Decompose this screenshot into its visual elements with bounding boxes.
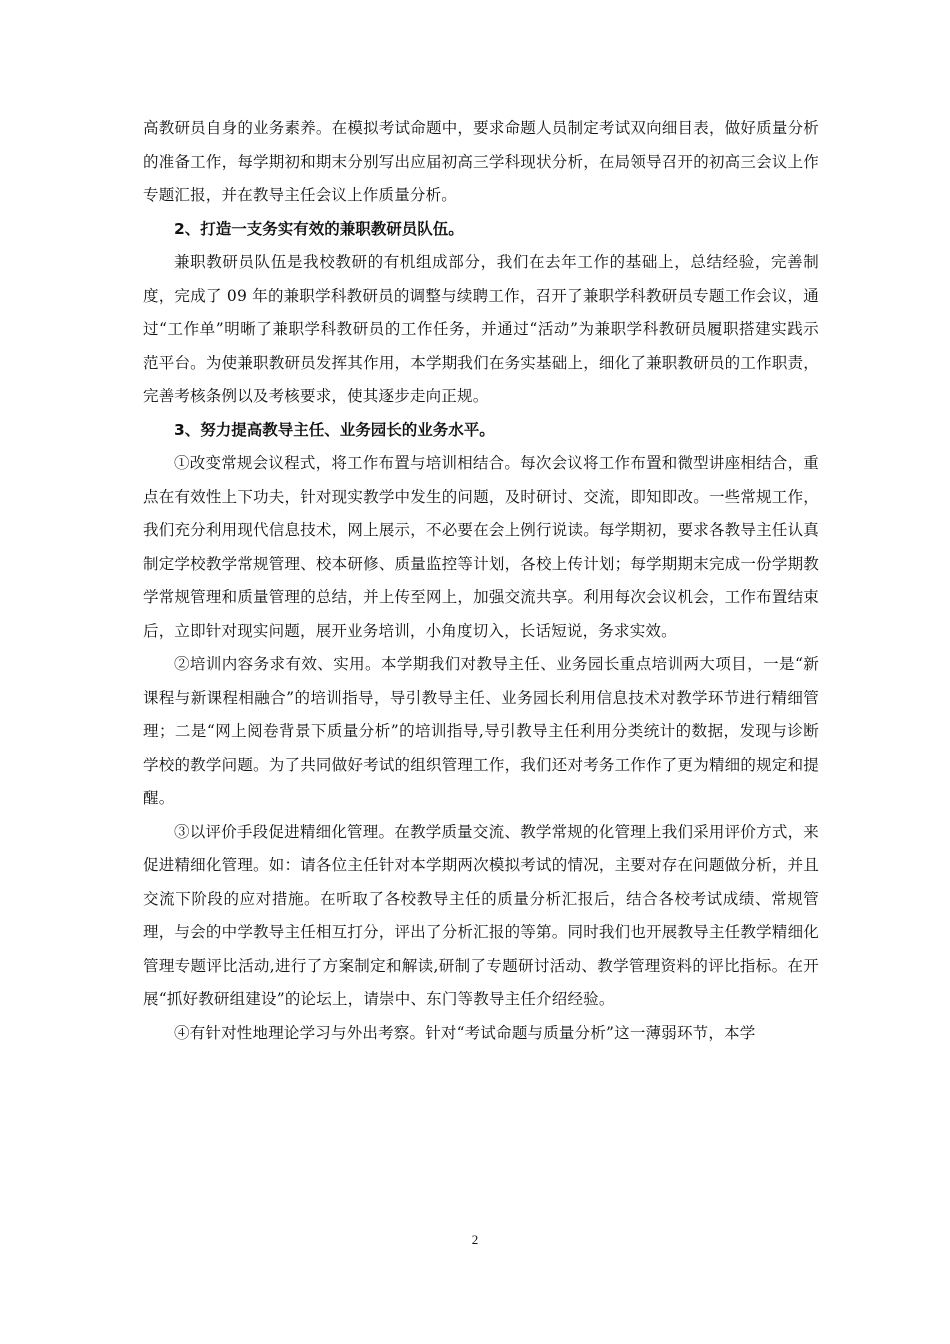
section-heading-3: 3、努力提高教导主任、业务园长的业务水平。 xyxy=(174,420,495,439)
paragraph-part-time-researchers: 兼职教研员队伍是我校教研的有机组成部分，我们在去年工作的基础上，总结经验，完善制度，完成了 09 年的兼职学科教研员的调整与续聘工作，召开了兼职学科教研员专题工作会议，通过“工作单”明晰了兼职学科教研员的工作任务，并通过“活动”为兼职学科教研员履职搭建实践示范平台。为使兼职教研员发挥其作用，本学期我们在务实基础上，细化了兼职教研员的工作职责，完善考核条例以及考核要求，使其逐步走向正规。 xyxy=(143,253,819,405)
page-number: 2 xyxy=(471,1232,479,1247)
paragraph-intro: 高教研员自身的业务素养。在模拟考试命题中，要求命题人员制定考试双向细目表，做好质量分析的准备工作，每学期初和期末分别写出应届初高三学科现状分析，在局领导召开的初高三会议上作专题汇报，并在教导主任会议上作质量分析。 xyxy=(143,119,819,204)
paragraph-item-4: ④有针对性地理论学习与外出考察。针对“考试命题与质量分析”这一薄弱环节，本学 xyxy=(174,1023,756,1042)
paragraph-item-2: ②培训内容务求有效、实用。本学期我们对教导主任、业务园长重点培训两大项目，一是“新课程与新课程相融合”的培训指导，导引教导主任、业务园长利用信息技术对教学环节进行精细管理；二是“网上阅卷背景下质量分析”的培训指导,导引教导主任利用分类统计的数据，发现与诊断学校的教学问题。为了共同做好考试的组织管理工作，我们还对考务工作作了更为精细的规定和提醒。 xyxy=(143,655,819,807)
paragraph-item-1: ①改变常规会议程式，将工作布置与培训相结合。每次会议将工作布置和微型讲座相结合，重点在有效性上下功夫，针对现实教学中发生的问题，及时研讨、交流，即知即改。一些常规工作，我们充分利用现代信息技术，网上展示，不必要在会上例行说读。每学期初，要求各教导主任认真制定学校教学常规管理、校本研修、质量监控等计划，各校上传计划；每学期期末完成一份学期教学常规管理和质量管理的总结，并上传至网上，加强交流共享。利用每次会议机会，工作布置结束后，立即针对现实问题，展开业务培训，小角度切入，长话短说，务求实效。 xyxy=(143,454,819,640)
section-heading-2: 2、打造一支务实有效的兼职教研员队伍。 xyxy=(174,219,464,238)
document-body xyxy=(143,112,819,1050)
paragraph-item-3: ③以评价手段促进精细化管理。在教学质量交流、教学常规的化管理上我们采用评价方式，来促进精细化管理。如：请各位主任针对本学期两次模拟考试的情况，主要对存在问题做分析，并且交流下阶段的应对措施。在听取了各校教导主任的质量分析汇报后，结合各校考试成绩、常规管理，与会的中学教导主任相互打分，评出了分析汇报的等第。同时我们也开展教导主任教学精细化管理专题评比活动,进行了方案制定和解读,研制了专题研讨活动、教学管理资料的评比指标。在开展“抓好教研组建设”的论坛上，请崇中、东门等教导主任介绍经验。 xyxy=(143,822,819,1008)
